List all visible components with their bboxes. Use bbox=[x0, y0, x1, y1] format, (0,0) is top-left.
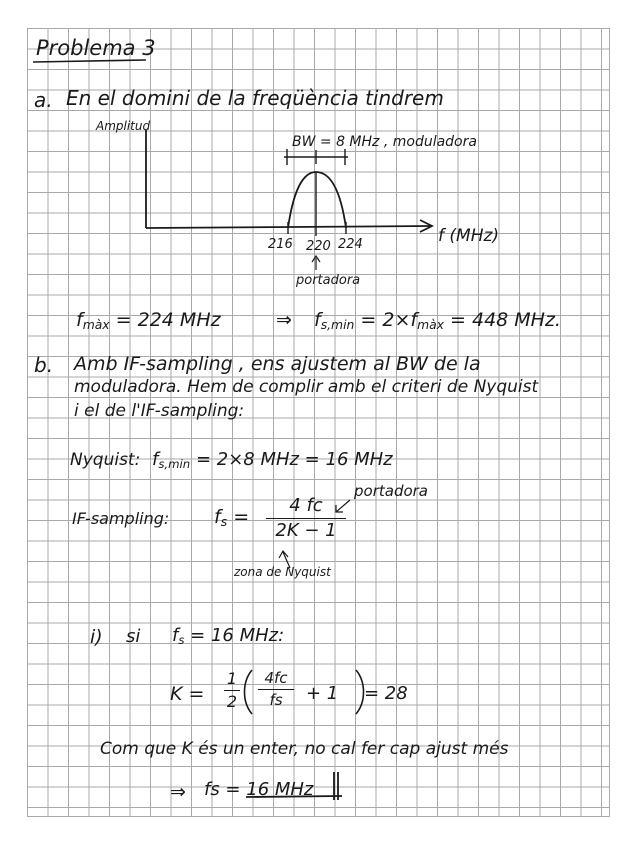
final-implies: ⇒ bbox=[170, 781, 186, 803]
part-b-line-1: Amb IF-sampling , ens ajustem al BW de la bbox=[74, 353, 481, 375]
if-fraction-numerator: 4 fc bbox=[289, 495, 323, 516]
if-sampling-lhs: $f_s$ = bbox=[214, 506, 250, 530]
zona-nyquist-annotation: zona de Nyquist bbox=[234, 565, 331, 579]
page-title: Problema 3 bbox=[36, 36, 156, 60]
nyquist-equation: $f_{s,min} = 2\times 8$ MHz = 16 MHz bbox=[152, 449, 393, 471]
part-a-intro: En el domini de la freqüència tindrem bbox=[66, 86, 444, 110]
portadora-annotation: portadora bbox=[354, 482, 428, 500]
case-i-si: si bbox=[126, 626, 141, 647]
case-i-condition: $f_s = 16$ MHz: bbox=[172, 625, 285, 647]
part-b-line-3: i el de l'IF-sampling: bbox=[74, 401, 245, 421]
part-a-label: a. bbox=[34, 88, 53, 112]
final-answer: fs = 16 MHz bbox=[204, 779, 314, 800]
k-result: = 28 bbox=[364, 683, 408, 704]
x-axis-label: f (MHz) bbox=[438, 226, 500, 246]
tick-label-224: 224 bbox=[338, 237, 363, 252]
bw-label: BW = 8 MHz , moduladora bbox=[292, 134, 477, 150]
tick-label-216: 216 bbox=[268, 237, 293, 252]
k-lhs: K = bbox=[170, 683, 205, 705]
conclusion: Com que K és un enter, no cal fer cap ajust més bbox=[100, 739, 509, 759]
k-half-fraction: 1 2 bbox=[224, 670, 240, 710]
fmax-equation: $f_{màx} = 224$ MHz bbox=[76, 309, 221, 333]
if-fraction-denominator: 2K − 1 bbox=[275, 519, 337, 541]
k-plus-one: + 1 bbox=[306, 683, 339, 704]
y-axis-label: Amplitud bbox=[96, 119, 151, 133]
part-b-label: b. bbox=[34, 353, 54, 377]
implies-arrow: ⇒ bbox=[276, 309, 292, 331]
fs-min-equation: $f_{s,min} = 2\times f_{màx} = 448$ MHz. bbox=[314, 309, 561, 333]
k-inner-fraction: 4fc fs bbox=[258, 670, 294, 708]
nyquist-label: Nyquist: bbox=[70, 450, 141, 470]
part-b-line-2: moduladora. Hem de complir amb el criteri de Nyquist bbox=[74, 377, 539, 397]
carrier-label: portadora bbox=[296, 273, 361, 288]
if-sampling-label: IF-sampling: bbox=[72, 509, 170, 528]
tick-label-220: 220 bbox=[306, 239, 331, 254]
case-i-label: i) bbox=[90, 626, 103, 648]
